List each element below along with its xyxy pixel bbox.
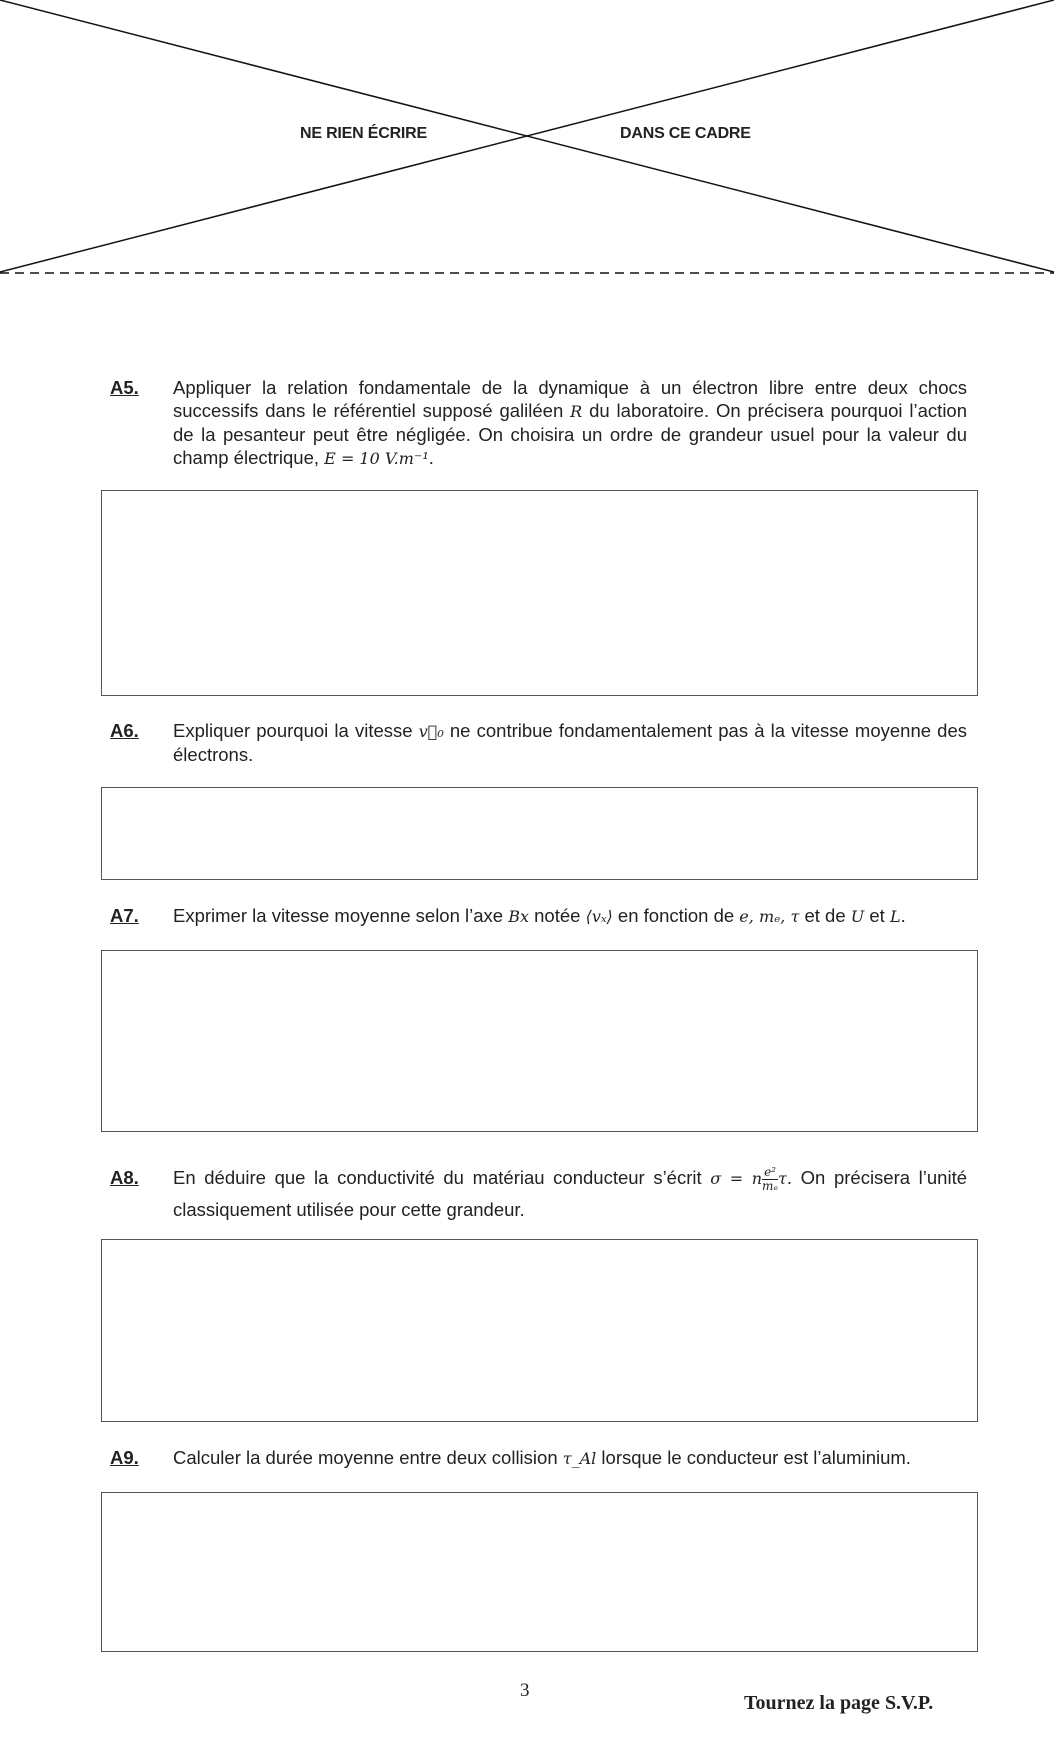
question-text: et	[864, 905, 890, 926]
header-right-text: DANS CE CADRE	[620, 125, 751, 142]
math: R	[570, 402, 583, 421]
question-a8	[110, 1162, 967, 1225]
math: σ = n	[710, 1169, 763, 1188]
question-text: et de	[799, 905, 851, 926]
question-text: en fonction de	[612, 905, 740, 926]
question-text: Exprimer la vitesse moyenne selon l’axe	[173, 905, 509, 926]
question-text: du laboratoire. On précisera pourquoi l’action de la pesanteur peut être négligée. On choisira un ordre de grandeur usuel pour la valeur du champ électrique,	[173, 400, 968, 468]
question-text: .	[428, 447, 434, 468]
math: τ	[778, 1169, 787, 1188]
question-a9	[110, 1446, 967, 1470]
question-a7	[110, 904, 967, 928]
question-text: lorsque le conducteur est l’aluminium.	[596, 1447, 911, 1468]
fraction-numerator: e²	[762, 1166, 778, 1180]
question-label: A9.	[110, 1447, 139, 1468]
question-a5	[110, 376, 967, 470]
question-a6	[110, 719, 967, 766]
question-text: En déduire que la conductivité du matériau conducteur s’écrit	[173, 1167, 711, 1188]
question-text: Calculer la durée moyenne entre deux collision	[173, 1447, 563, 1468]
fraction	[762, 1166, 778, 1193]
header-left-text: NE RIEN ÉCRIRE	[300, 125, 427, 142]
math: Bx	[508, 907, 529, 926]
page-number: 3	[520, 1680, 530, 1701]
question-label: A6.	[110, 720, 139, 741]
math: L	[889, 907, 901, 926]
question-text: . On précisera l’unité classiquement utilisée pour cette grandeur.	[173, 1167, 967, 1220]
answer-box-a8[interactable]	[101, 1239, 978, 1422]
question-label: A5.	[110, 377, 139, 398]
math: v⃗₀	[418, 722, 444, 741]
question-text: .	[900, 905, 906, 926]
answer-box-a9[interactable]	[101, 1492, 978, 1652]
math: ⟨vₓ⟩	[585, 907, 613, 926]
question-text: notée	[529, 905, 586, 926]
answer-box-a5[interactable]	[101, 490, 978, 696]
answer-box-a6[interactable]	[101, 787, 978, 880]
turn-page-note: Tournez la page S.V.P.	[744, 1692, 934, 1714]
question-text: Expliquer pourquoi la vitesse	[173, 720, 419, 741]
question-label: A8.	[110, 1167, 139, 1188]
math: τ_Al	[562, 1449, 597, 1468]
question-text: Appliquer la relation fondamentale de la dynamique à un électron libre entre deux chocs successifs dans le référentiel supposé galiléen	[173, 377, 967, 421]
question-label: A7.	[110, 905, 139, 926]
math: U	[850, 907, 865, 926]
math: E = 10 V.m⁻¹	[324, 449, 429, 468]
fraction-denominator: mₑ	[762, 1178, 779, 1193]
math: e, mₑ, τ	[739, 907, 800, 926]
answer-box-a7[interactable]	[101, 950, 978, 1132]
do-not-write-frame	[0, 0, 1054, 280]
question-text: ne contribue fondamentalement pas à la vitesse moyenne des électrons.	[173, 720, 967, 765]
